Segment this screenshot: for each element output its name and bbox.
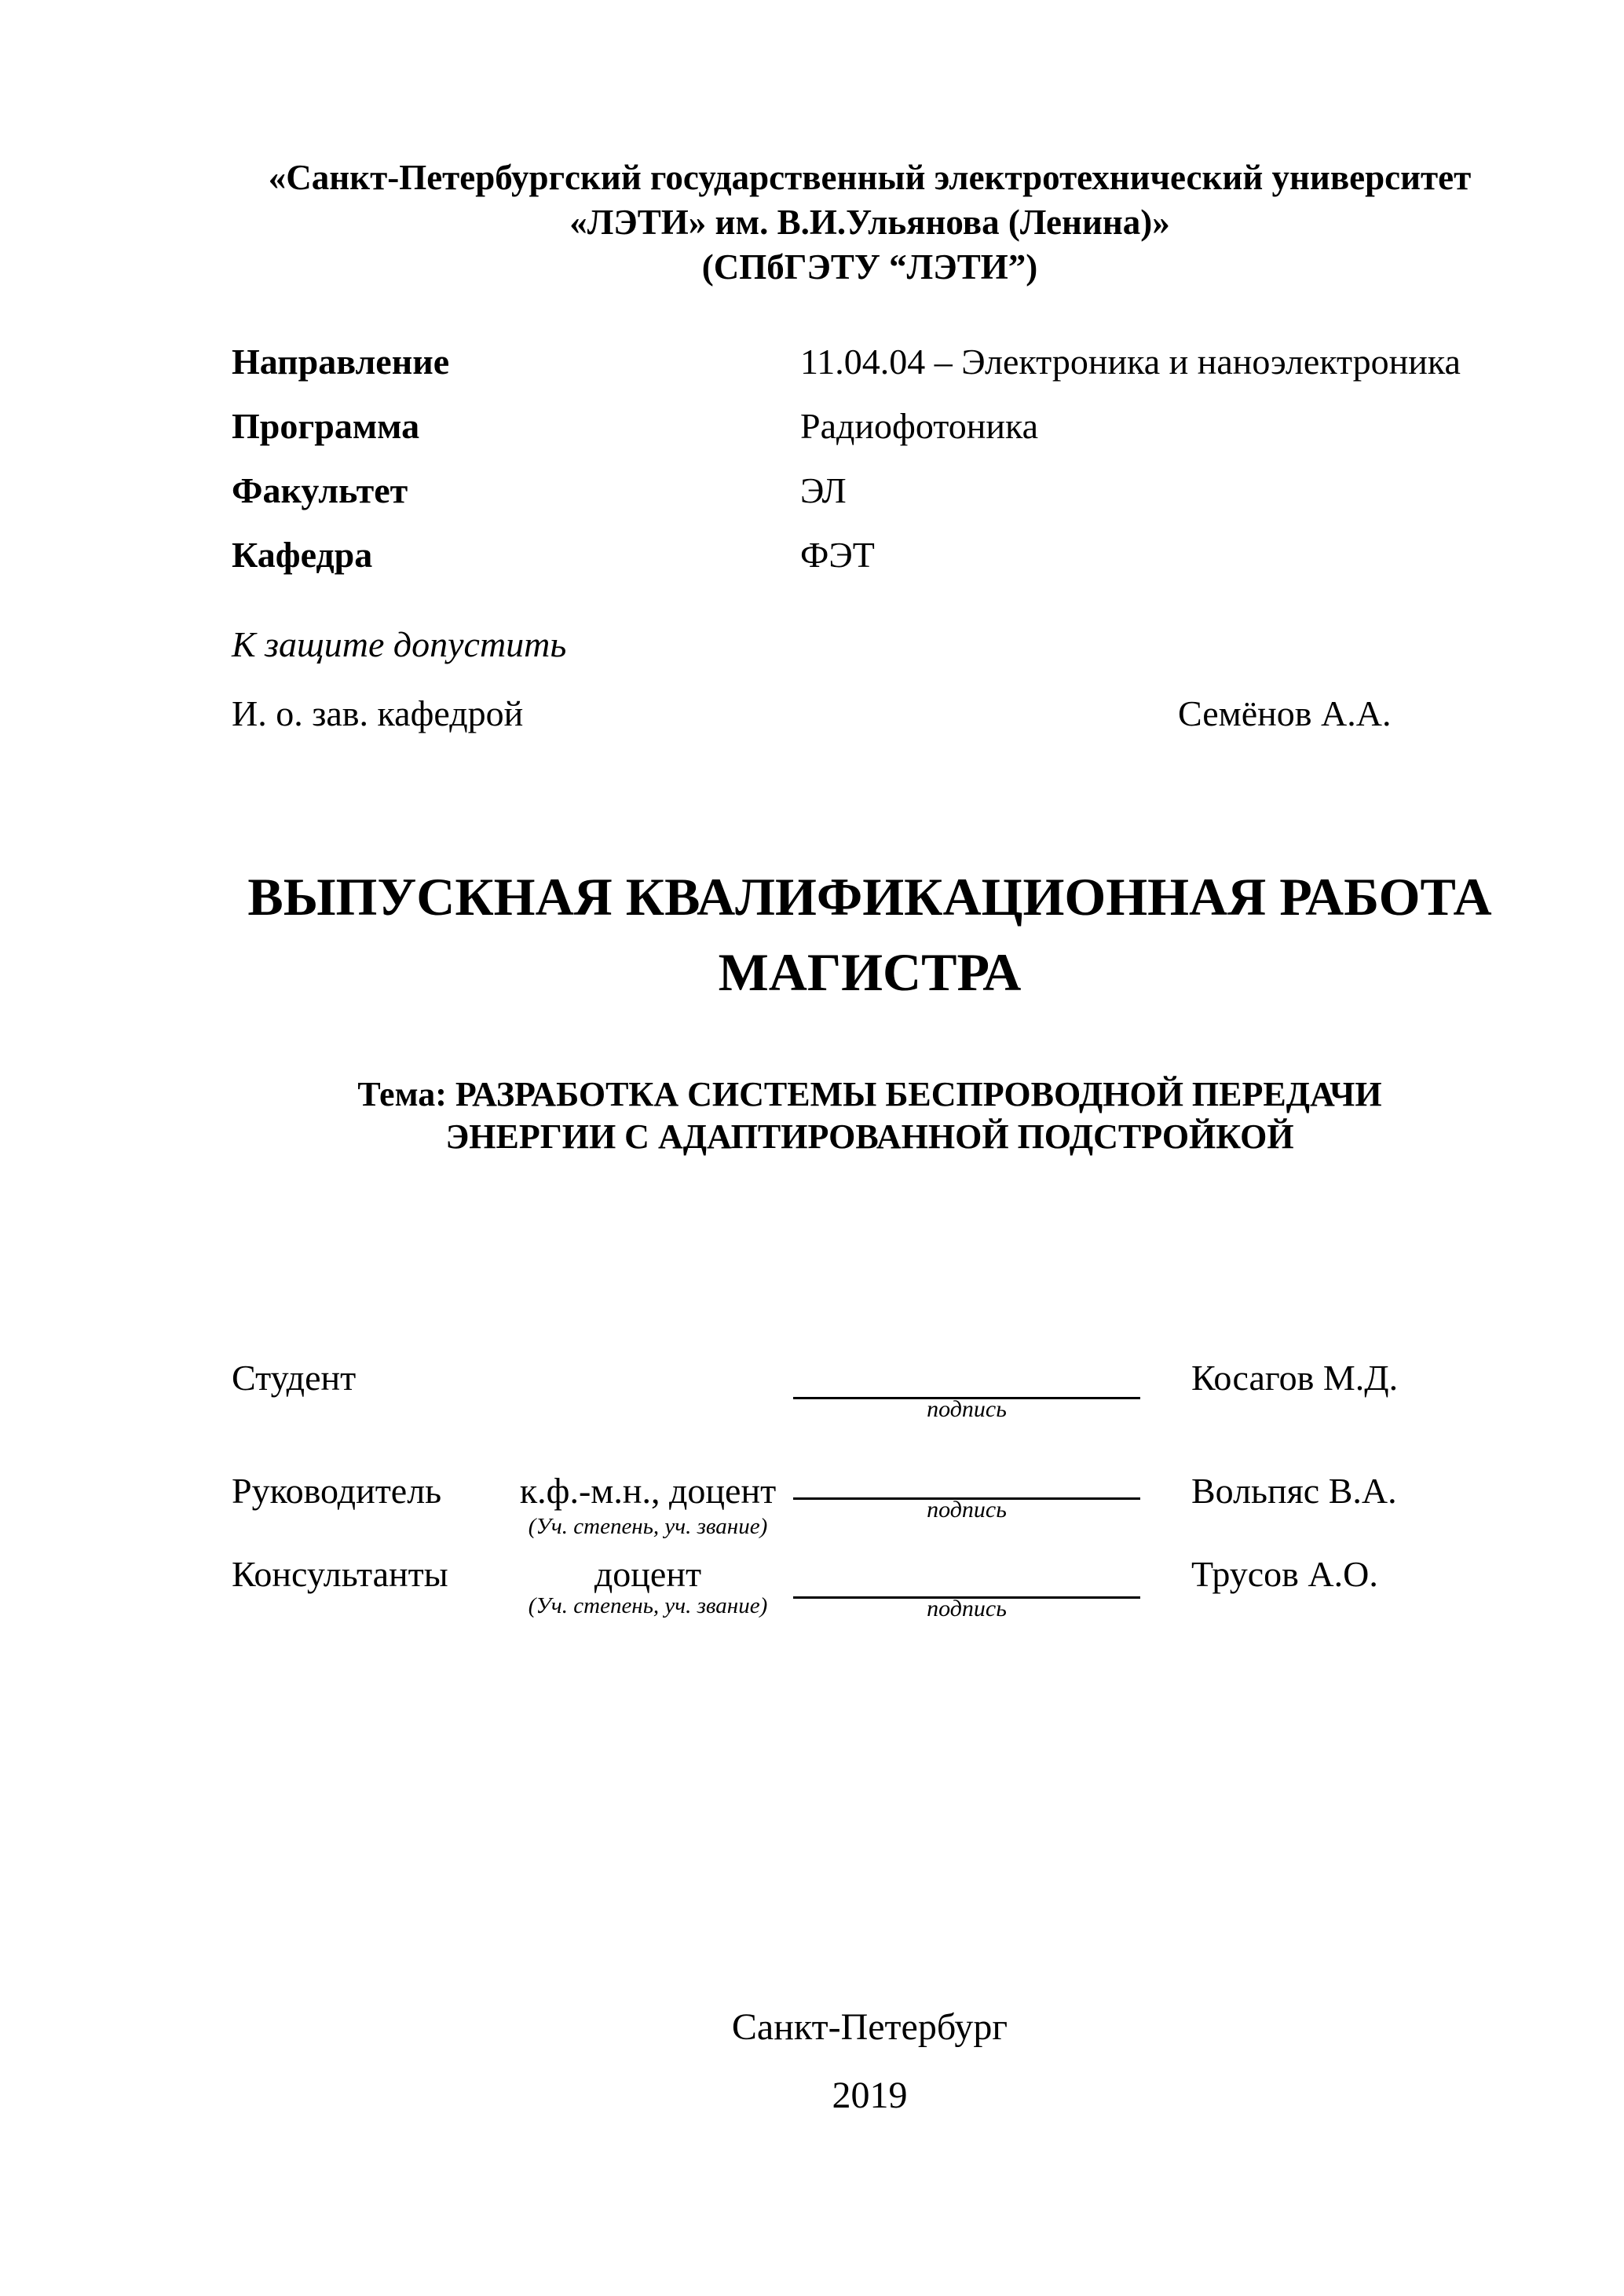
admission-note: К защите допустить — [232, 624, 567, 664]
university-header — [232, 155, 1508, 290]
thesis-title-line-2: МАГИСТРА — [718, 942, 1022, 1002]
thesis-title — [232, 859, 1508, 1010]
supervisor-qualification: к.ф.-м.н., доцент — [519, 1471, 777, 1511]
requisite-label: Кафедра — [232, 535, 373, 575]
signature-role-student: Студент — [232, 1358, 357, 1398]
university-header-line-1: «Санкт-Петербургский государственный электротехнический университет — [268, 158, 1472, 197]
requisite-row-department — [232, 533, 1508, 598]
thesis-title-line-1: ВЫПУСКНАЯ КВАЛИФИКАЦИОННАЯ РАБОТА — [247, 867, 1492, 927]
signature-role-consultants: Консультанты — [232, 1554, 448, 1594]
admission-row — [232, 692, 1508, 739]
qualification-note: (Уч. степень, уч. звание) — [528, 1593, 768, 1618]
requisite-value: ФЭТ — [800, 535, 875, 575]
signatory-name-supervisor: Вольпяс В.А. — [1191, 1471, 1397, 1511]
footer-city: Санкт-Петербург — [731, 2006, 1008, 2048]
requisite-row-faculty — [232, 469, 1508, 533]
head-of-department-name: Семёнов А.А. — [1178, 693, 1392, 733]
signature-role-supervisor: Руководитель — [232, 1471, 442, 1511]
requisite-label: Направление — [232, 342, 450, 382]
footer-year: 2019 — [832, 2075, 908, 2116]
head-of-department-label: И. о. зав. кафедрой — [232, 693, 524, 733]
consultant-qualification: доцент — [594, 1554, 702, 1594]
requisite-value: Радиофотоника — [800, 406, 1039, 446]
requisite-label: Программа — [232, 406, 420, 446]
signature-caption: подпись — [927, 1596, 1007, 1621]
requisite-row-direction — [232, 340, 1508, 404]
university-header-line-2: «ЛЭТИ» им. В.И.Ульянова (Ленина)» — [569, 203, 1170, 242]
thesis-theme-line-1: Тема: РАЗРАБОТКА СИСТЕМЫ БЕСПРОВОДНОЙ ПЕРЕДАЧИ — [357, 1075, 1382, 1113]
qualification-note: (Уч. степень, уч. звание) — [528, 1514, 768, 1539]
requisites-table — [232, 340, 1508, 598]
signature-caption: подпись — [927, 1396, 1007, 1422]
requisite-row-program — [232, 404, 1508, 469]
thesis-theme — [232, 1073, 1508, 1158]
signature-caption: подпись — [927, 1497, 1007, 1523]
university-header-line-3: (СПбГЭТУ “ЛЭТИ”) — [701, 247, 1038, 287]
requisite-label: Факультет — [232, 470, 408, 510]
signatory-name-consultant: Трусов А.О. — [1191, 1554, 1378, 1594]
requisite-value: 11.04.04 – Электроника и наноэлектроника — [800, 342, 1461, 382]
requisite-value: ЭЛ — [800, 470, 847, 510]
thesis-theme-line-2: ЭНЕРГИИ С АДАПТИРОВАННОЙ ПОДСТРОЙКОЙ — [445, 1117, 1294, 1156]
signatory-name-student: Косагов М.Д. — [1191, 1358, 1399, 1398]
